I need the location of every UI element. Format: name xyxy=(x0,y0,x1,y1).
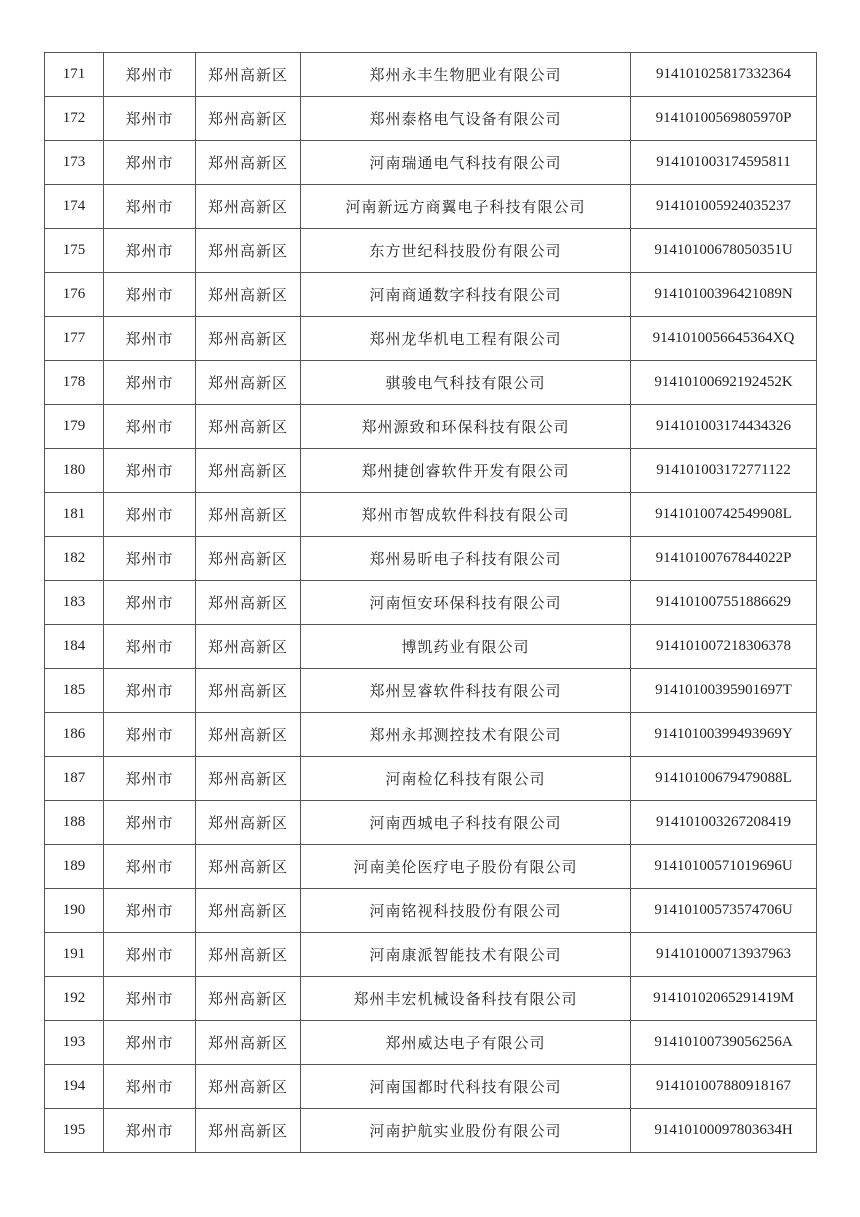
row-number-cell: 194 xyxy=(45,1065,104,1109)
table-row xyxy=(45,1021,817,1065)
company-name-cell: 河南检亿科技有限公司 xyxy=(301,757,631,801)
table-row xyxy=(45,801,817,845)
district-cell: 郑州高新区 xyxy=(196,1021,301,1065)
city-cell: 郑州市 xyxy=(104,1065,196,1109)
district-cell: 郑州高新区 xyxy=(196,1109,301,1153)
district-cell: 郑州高新区 xyxy=(196,669,301,713)
credit-code-cell: 91410100692192452K xyxy=(631,361,817,405)
credit-code-cell: 914101000713937963 xyxy=(631,933,817,977)
city-cell: 郑州市 xyxy=(104,229,196,273)
table-row xyxy=(45,933,817,977)
table-row xyxy=(45,405,817,449)
district-cell: 郑州高新区 xyxy=(196,537,301,581)
district-cell: 郑州高新区 xyxy=(196,801,301,845)
table-row xyxy=(45,141,817,185)
table-row xyxy=(45,1065,817,1109)
credit-code-cell: 91410100573574706U xyxy=(631,889,817,933)
district-cell: 郑州高新区 xyxy=(196,97,301,141)
credit-code-cell: 914101007880918167 xyxy=(631,1065,817,1109)
table-row xyxy=(45,713,817,757)
table-row xyxy=(45,581,817,625)
credit-code-cell: 914101007551886629 xyxy=(631,581,817,625)
company-name-cell: 河南商通数字科技有限公司 xyxy=(301,273,631,317)
city-cell: 郑州市 xyxy=(104,493,196,537)
city-cell: 郑州市 xyxy=(104,405,196,449)
district-cell: 郑州高新区 xyxy=(196,273,301,317)
city-cell: 郑州市 xyxy=(104,845,196,889)
row-number-cell: 182 xyxy=(45,537,104,581)
credit-code-cell: 91410100395901697T xyxy=(631,669,817,713)
company-name-cell: 东方世纪科技股份有限公司 xyxy=(301,229,631,273)
row-number-cell: 181 xyxy=(45,493,104,537)
city-cell: 郑州市 xyxy=(104,185,196,229)
city-cell: 郑州市 xyxy=(104,933,196,977)
district-cell: 郑州高新区 xyxy=(196,977,301,1021)
company-name-cell: 郑州龙华机电工程有限公司 xyxy=(301,317,631,361)
table-row xyxy=(45,493,817,537)
company-name-cell: 骐骏电气科技有限公司 xyxy=(301,361,631,405)
city-cell: 郑州市 xyxy=(104,449,196,493)
district-cell: 郑州高新区 xyxy=(196,1065,301,1109)
company-name-cell: 郑州源致和环保科技有限公司 xyxy=(301,405,631,449)
row-number-cell: 193 xyxy=(45,1021,104,1065)
credit-code-cell: 914101007218306378 xyxy=(631,625,817,669)
district-cell: 郑州高新区 xyxy=(196,229,301,273)
company-name-cell: 郑州泰格电气设备有限公司 xyxy=(301,97,631,141)
row-number-cell: 173 xyxy=(45,141,104,185)
city-cell: 郑州市 xyxy=(104,53,196,97)
district-cell: 郑州高新区 xyxy=(196,53,301,97)
city-cell: 郑州市 xyxy=(104,273,196,317)
credit-code-cell: 91410100097803634H xyxy=(631,1109,817,1153)
table-row xyxy=(45,53,817,97)
row-number-cell: 179 xyxy=(45,405,104,449)
city-cell: 郑州市 xyxy=(104,317,196,361)
city-cell: 郑州市 xyxy=(104,625,196,669)
company-name-cell: 河南护航实业股份有限公司 xyxy=(301,1109,631,1153)
table-row xyxy=(45,889,817,933)
row-number-cell: 180 xyxy=(45,449,104,493)
table-row xyxy=(45,97,817,141)
city-cell: 郑州市 xyxy=(104,977,196,1021)
credit-code-cell: 91410100742549908L xyxy=(631,493,817,537)
company-name-cell: 郑州永邦测控技术有限公司 xyxy=(301,713,631,757)
row-number-cell: 192 xyxy=(45,977,104,1021)
company-registry-table xyxy=(44,52,817,1153)
district-cell: 郑州高新区 xyxy=(196,141,301,185)
table-row xyxy=(45,273,817,317)
district-cell: 郑州高新区 xyxy=(196,889,301,933)
district-cell: 郑州高新区 xyxy=(196,845,301,889)
row-number-cell: 186 xyxy=(45,713,104,757)
city-cell: 郑州市 xyxy=(104,713,196,757)
row-number-cell: 195 xyxy=(45,1109,104,1153)
city-cell: 郑州市 xyxy=(104,141,196,185)
row-number-cell: 184 xyxy=(45,625,104,669)
company-name-cell: 郑州丰宏机械设备科技有限公司 xyxy=(301,977,631,1021)
table-row xyxy=(45,669,817,713)
row-number-cell: 191 xyxy=(45,933,104,977)
district-cell: 郑州高新区 xyxy=(196,405,301,449)
company-name-cell: 河南国都时代科技有限公司 xyxy=(301,1065,631,1109)
row-number-cell: 185 xyxy=(45,669,104,713)
district-cell: 郑州高新区 xyxy=(196,713,301,757)
table-row xyxy=(45,977,817,1021)
credit-code-cell: 914101025817332364 xyxy=(631,53,817,97)
table-row xyxy=(45,185,817,229)
city-cell: 郑州市 xyxy=(104,581,196,625)
district-cell: 郑州高新区 xyxy=(196,317,301,361)
company-name-cell: 博凯药业有限公司 xyxy=(301,625,631,669)
credit-code-cell: 91410100739056256A xyxy=(631,1021,817,1065)
credit-code-cell: 914101003172771122 xyxy=(631,449,817,493)
credit-code-cell: 91410100399493969Y xyxy=(631,713,817,757)
credit-code-cell: 914101003174595811 xyxy=(631,141,817,185)
table-row xyxy=(45,317,817,361)
credit-code-cell: 91410100679479088L xyxy=(631,757,817,801)
company-name-cell: 郑州捷创睿软件开发有限公司 xyxy=(301,449,631,493)
district-cell: 郑州高新区 xyxy=(196,625,301,669)
table-row xyxy=(45,1109,817,1153)
row-number-cell: 190 xyxy=(45,889,104,933)
company-name-cell: 郑州永丰生物肥业有限公司 xyxy=(301,53,631,97)
company-name-cell: 河南恒安环保科技有限公司 xyxy=(301,581,631,625)
table-row xyxy=(45,361,817,405)
row-number-cell: 177 xyxy=(45,317,104,361)
row-number-cell: 176 xyxy=(45,273,104,317)
table-row xyxy=(45,449,817,493)
credit-code-cell: 91410102065291419M xyxy=(631,977,817,1021)
company-name-cell: 郑州威达电子有限公司 xyxy=(301,1021,631,1065)
credit-code-cell: 91410100396421089N xyxy=(631,273,817,317)
table-row xyxy=(45,757,817,801)
city-cell: 郑州市 xyxy=(104,361,196,405)
district-cell: 郑州高新区 xyxy=(196,361,301,405)
city-cell: 郑州市 xyxy=(104,97,196,141)
city-cell: 郑州市 xyxy=(104,669,196,713)
credit-code-cell: 914101003174434326 xyxy=(631,405,817,449)
credit-code-cell: 91410100569805970P xyxy=(631,97,817,141)
row-number-cell: 187 xyxy=(45,757,104,801)
credit-code-cell: 914101005924035237 xyxy=(631,185,817,229)
city-cell: 郑州市 xyxy=(104,801,196,845)
row-number-cell: 175 xyxy=(45,229,104,273)
city-cell: 郑州市 xyxy=(104,537,196,581)
company-name-cell: 河南美伦医疗电子股份有限公司 xyxy=(301,845,631,889)
city-cell: 郑州市 xyxy=(104,757,196,801)
row-number-cell: 183 xyxy=(45,581,104,625)
credit-code-cell: 91410100767844022P xyxy=(631,537,817,581)
credit-code-cell: 91410100571019696U xyxy=(631,845,817,889)
row-number-cell: 172 xyxy=(45,97,104,141)
company-name-cell: 河南新远方商翼电子科技有限公司 xyxy=(301,185,631,229)
row-number-cell: 189 xyxy=(45,845,104,889)
company-name-cell: 河南瑞通电气科技有限公司 xyxy=(301,141,631,185)
table-row xyxy=(45,537,817,581)
city-cell: 郑州市 xyxy=(104,1021,196,1065)
company-name-cell: 郑州易昕电子科技有限公司 xyxy=(301,537,631,581)
table-row xyxy=(45,229,817,273)
credit-code-cell: 91410100678050351U xyxy=(631,229,817,273)
district-cell: 郑州高新区 xyxy=(196,493,301,537)
table-row xyxy=(45,845,817,889)
row-number-cell: 174 xyxy=(45,185,104,229)
row-number-cell: 188 xyxy=(45,801,104,845)
district-cell: 郑州高新区 xyxy=(196,449,301,493)
city-cell: 郑州市 xyxy=(104,889,196,933)
district-cell: 郑州高新区 xyxy=(196,933,301,977)
credit-code-cell: 914101003267208419 xyxy=(631,801,817,845)
district-cell: 郑州高新区 xyxy=(196,185,301,229)
city-cell: 郑州市 xyxy=(104,1109,196,1153)
table-body xyxy=(45,53,817,1153)
district-cell: 郑州高新区 xyxy=(196,757,301,801)
company-name-cell: 河南西城电子科技有限公司 xyxy=(301,801,631,845)
company-name-cell: 河南康派智能技术有限公司 xyxy=(301,933,631,977)
credit-code-cell: 9141010056645364XQ xyxy=(631,317,817,361)
district-cell: 郑州高新区 xyxy=(196,581,301,625)
table-row xyxy=(45,625,817,669)
company-name-cell: 郑州昱睿软件科技有限公司 xyxy=(301,669,631,713)
company-name-cell: 河南铭视科技股份有限公司 xyxy=(301,889,631,933)
row-number-cell: 178 xyxy=(45,361,104,405)
row-number-cell: 171 xyxy=(45,53,104,97)
company-name-cell: 郑州市智成软件科技有限公司 xyxy=(301,493,631,537)
